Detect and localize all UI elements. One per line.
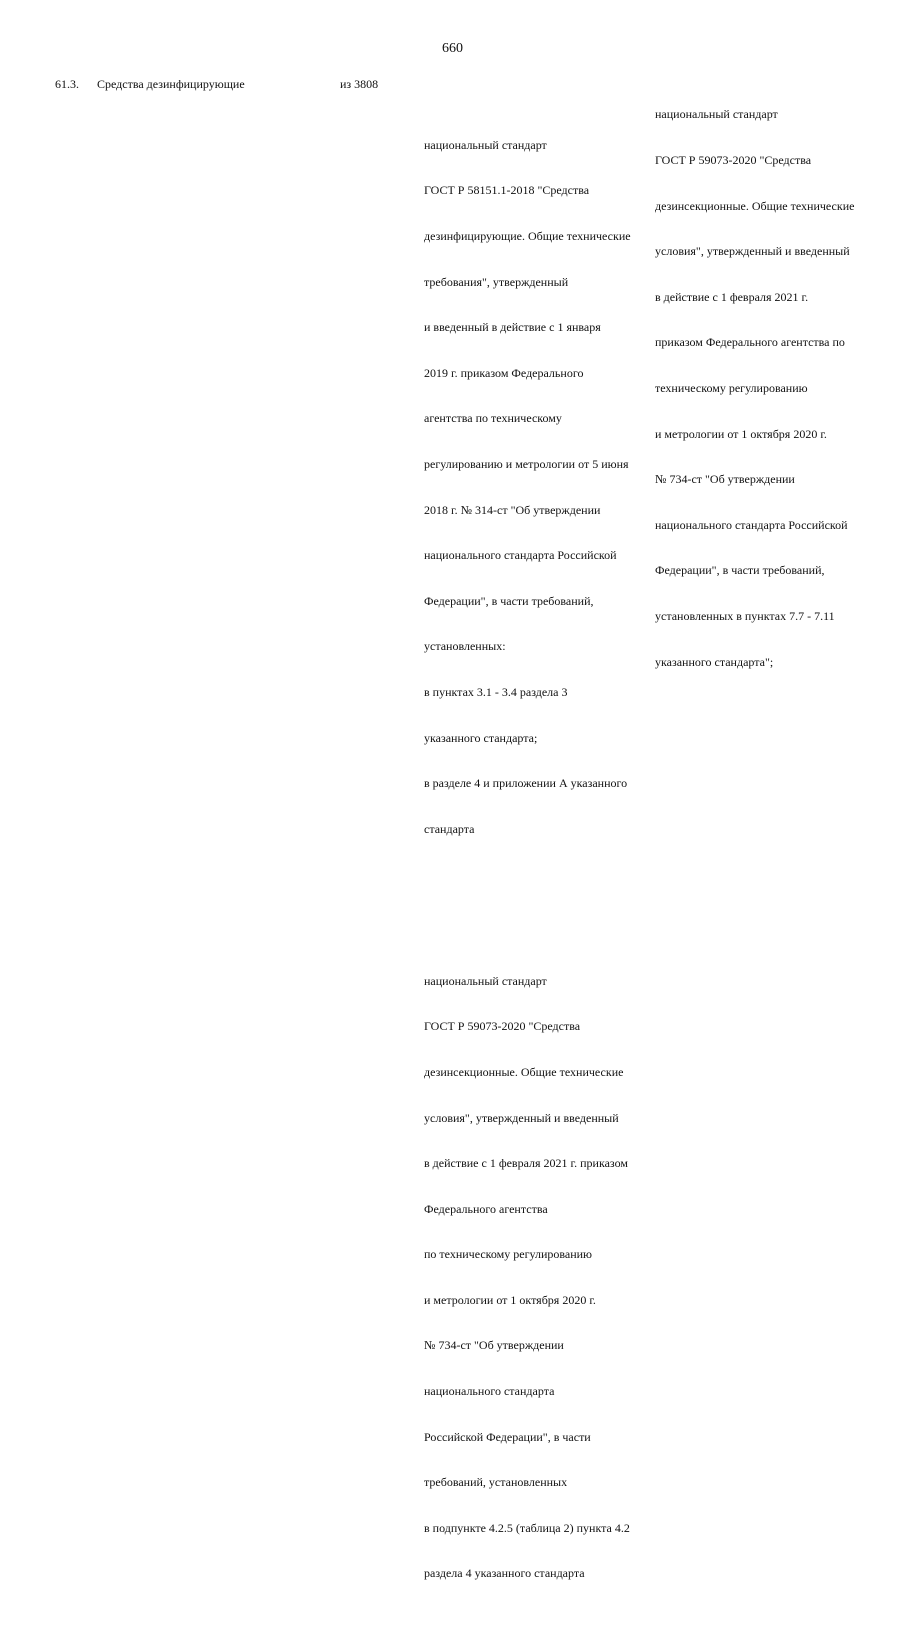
text-line: 2019 г. приказом Федерального [424, 365, 584, 380]
text-line: приказом Федерального агентства по [655, 335, 845, 350]
text-line: требования", утвержденный [424, 274, 569, 289]
text-line: дезинсекционные. Общие технические [424, 1064, 624, 1079]
text-line: условия", утвержденный и введенный [655, 244, 850, 259]
text-line: условия", утвержденный и введенный [424, 1110, 619, 1125]
text-line: национального стандарта Российской [655, 517, 848, 532]
text-line: дезинсекционные. Общие технические [655, 198, 855, 213]
standard-block-gost-58151 [424, 107, 631, 867]
text-line: установленных в пунктах 7.7 - 7.11 [655, 608, 835, 623]
text-line: и метрологии от 1 октября 2020 г. [424, 1292, 596, 1307]
block-spacer [424, 898, 631, 913]
text-line: в пунктах 3.1 - 3.4 раздела 3 [424, 684, 568, 699]
product-name: Средства дезинфицирующие [97, 77, 245, 91]
text-line: национальный стандарт [655, 107, 778, 122]
text-line: Федерального агентства [424, 1201, 548, 1216]
text-line: ГОСТ Р 58151.1-2018 "Средства [424, 183, 590, 198]
text-line: национальный стандарт [424, 973, 547, 988]
text-line: Российской Федерации", в части [424, 1429, 591, 1444]
text-line: ГОСТ Р 59073-2020 "Средства [655, 153, 812, 167]
text-line: агентства по техническому [424, 411, 562, 426]
row-number: 61.3. [55, 77, 79, 91]
text-line: по техническому регулированию [424, 1247, 593, 1262]
text-line: № 734-ст "Об утверждении [655, 472, 795, 487]
standard-block-gost-59073 [424, 943, 631, 1612]
text-line: национальный стандарт [424, 137, 547, 152]
standards-column-1 [424, 77, 631, 1642]
text-line: в подпункте 4.2.5 (таблица 2) пункта 4.2 [424, 1520, 630, 1535]
text-line: ГОСТ Р 59073-2020 "Средства [424, 1019, 581, 1034]
text-line: требований, установленных [424, 1475, 568, 1490]
text-line: раздела 4 указанного стандарта [424, 1566, 585, 1581]
text-line: и метрологии от 1 октября 2020 г. [655, 426, 827, 441]
text-line: техническому регулированию [655, 380, 808, 395]
text-line: установленных: [424, 639, 506, 654]
text-line: Федерации", в части требований, [424, 593, 594, 608]
text-line: в действие с 1 февраля 2021 г. [655, 289, 809, 304]
text-line: № 734-ст "Об утверждении [424, 1338, 564, 1353]
text-line: регулированию и метрологии от 5 июня [424, 456, 629, 471]
text-line: в действие с 1 февраля 2021 г. приказом [424, 1156, 628, 1171]
text-line: национального стандарта [424, 1384, 555, 1399]
page-number: 660 [442, 41, 463, 56]
text-line: указанного стандарта"; [655, 654, 774, 669]
text-line: 2018 г. № 314-ст "Об утверждении [424, 502, 601, 517]
text-line: и введенный в действие с 1 января [424, 320, 601, 335]
text-line: стандарта [424, 821, 475, 836]
text-line: национального стандарта Российской [424, 548, 617, 563]
text-line: указанного стандарта; [424, 730, 538, 745]
standards-column-2 [655, 77, 854, 700]
text-line: дезинфицирующие. Общие технические [424, 229, 631, 243]
text-line: в разделе 4 и приложении А указанного [424, 776, 628, 791]
tn-ved-code: из 3808 [340, 77, 379, 91]
text-line: Федерации", в части требований, [655, 563, 825, 578]
